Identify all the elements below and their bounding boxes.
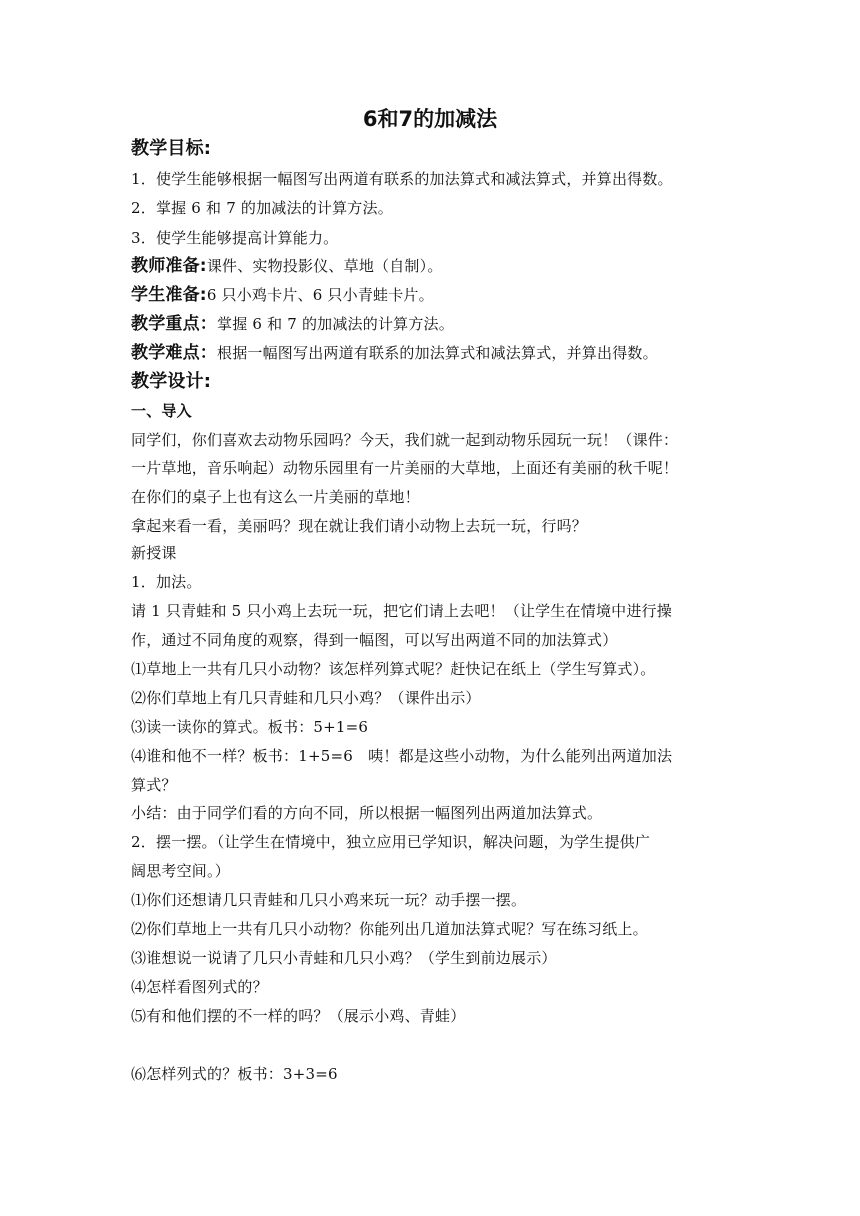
difficulty-text: 根据一幅图写出两道有联系的加法算式和减法算式，并算出得数。 xyxy=(217,344,658,362)
arrange-line: ⑸有和他们摆的不一样的吗？（展示小鸡、青蛙） xyxy=(131,1007,466,1025)
difficulty-row xyxy=(131,341,658,365)
intro-line: 同学们，你们喜欢去动物乐园吗？今天，我们就一起到动物乐园玩一玩！（课件： xyxy=(131,431,679,449)
key-point-row xyxy=(131,312,454,336)
objectives-heading: 教学目标: xyxy=(131,138,212,159)
addition-line: ⑴草地上一共有几只小动物？该怎样列算式呢？赶快记在纸上（学生写算式）。 xyxy=(131,660,656,678)
addition-line: 作，通过不同角度的观察，得到一幅图，可以写出两道不同的加法算式） xyxy=(131,631,618,649)
student-prep-row xyxy=(131,283,434,307)
teacher-prep-label: 教师准备: xyxy=(131,256,207,276)
new-lesson-heading: 新授课 xyxy=(131,544,177,562)
addition-line: ⑶读一读你的算式。板书：5+1=6 xyxy=(131,718,369,736)
objective-item: 3．使学生能够提高计算能力。 xyxy=(131,229,339,247)
objective-item: 2．掌握 6 和 7 的加减法的计算方法。 xyxy=(131,199,393,217)
addition-line: ⑷谁和他不一样？板书：1+5=6 咦！都是这些小动物，为什么能列出两道加法 xyxy=(131,747,673,765)
closing-line: ⑹怎样列式的？板书：3+3=6 xyxy=(131,1065,338,1083)
teacher-prep-text: 课件、实物投影仪、草地（自制）。 xyxy=(206,257,443,275)
arrange-line: ⑴你们还想请几只青蛙和几只小鸡来玩一玩？动手摆一摆。 xyxy=(131,891,527,909)
summary-line: 小结：由于同学们看的方向不同，所以根据一幅图列出两道加法算式。 xyxy=(131,804,603,822)
arrange-line: ⑶谁想说一说请了几只小青蛙和几只小鸡？（学生到前边展示） xyxy=(131,949,557,967)
arrange-line: 阔思考空间。） xyxy=(131,862,230,880)
difficulty-label: 教学难点： xyxy=(131,343,217,363)
student-prep-text: 6 只小鸡卡片、6 只小青蛙卡片。 xyxy=(206,286,434,304)
addition-heading: 1．加法。 xyxy=(131,573,202,591)
key-point-label: 教学重点： xyxy=(131,314,217,334)
intro-line: 一片草地，音乐响起）动物乐园里有一片美丽的大草地，上面还有美丽的秋千呢！ xyxy=(131,459,679,477)
arrange-line: ⑵你们草地上一共有几只小动物？你能列出几道加法算式呢？写在练习纸上。 xyxy=(131,920,648,938)
design-heading: 教学设计: xyxy=(131,371,212,392)
teacher-prep-row xyxy=(131,254,443,278)
section-one-heading: 一、导入 xyxy=(131,402,192,420)
addition-line: 算式？ xyxy=(131,776,177,794)
addition-line: ⑵你们草地上有几只青蛙和几只小鸡？（课件出示） xyxy=(131,689,481,707)
intro-line: 在你们的桌子上也有这么一片美丽的草地！ xyxy=(131,488,420,506)
student-prep-label: 学生准备: xyxy=(131,285,207,305)
intro-line: 拿起来看一看，美丽吗？现在就让我们请小动物上去玩一玩，行吗？ xyxy=(131,517,588,535)
arrange-line: 2．摆一摆。（让学生在情境中，独立应用已学知识，解决问题，为学生提供广 xyxy=(131,833,651,851)
addition-line: 请 1 只青蛙和 5 只小鸡上去玩一玩，把它们请上去吧！（让学生在情境中进行操 xyxy=(131,602,672,620)
arrange-line: ⑷怎样看图列式的？ xyxy=(131,978,268,996)
key-point-text: 掌握 6 和 7 的加减法的计算方法。 xyxy=(217,315,454,333)
document-title: 6和7的加减法 xyxy=(362,107,498,131)
objective-item: 1．使学生能够根据一幅图写出两道有联系的加法算式和减法算式，并算出得数。 xyxy=(131,170,673,188)
